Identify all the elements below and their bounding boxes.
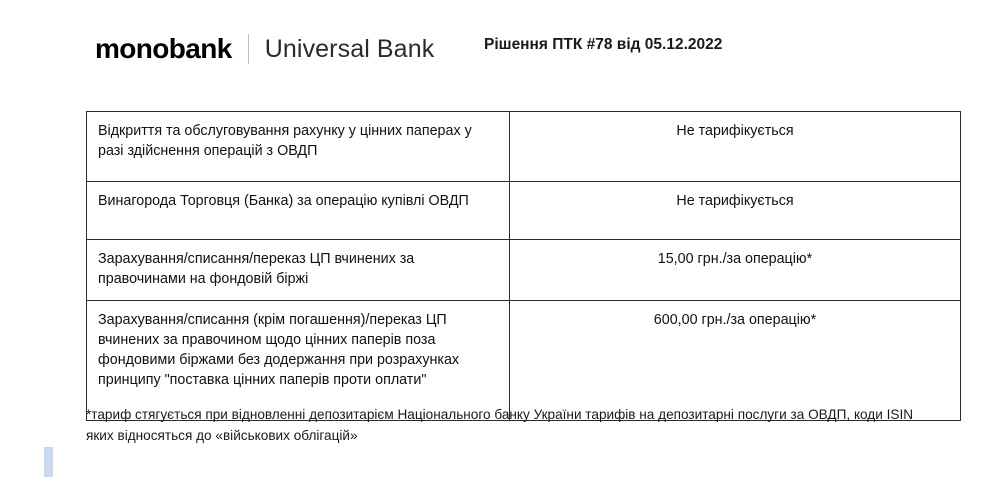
monobank-logo-text: monobank (95, 33, 232, 64)
tariff-fee: 15,00 грн./за операцію* (510, 240, 961, 301)
tariff-fee: Не тарифікується (510, 112, 961, 182)
table-row (87, 240, 961, 301)
page-edge-marker (44, 447, 53, 477)
tariff-description: Зарахування/списання (крім погашення)/переказ ЦП вчинених за правочином щодо цінних паперів поза фондовими біржами без додержання при розрахунках принципу "поставка цінних паперів проти оплати" (87, 300, 510, 420)
table-row (87, 300, 961, 420)
logo-divider (248, 34, 249, 64)
tariff-description: Відкриття та обслуговування рахунку у цінних паперах у разі здійснення операцій з ОВДП (87, 112, 510, 182)
tariff-fee: Не тарифікується (510, 182, 961, 240)
table-row (87, 182, 961, 240)
tariff-description: Зарахування/списання/переказ ЦП вчинених за правочинами на фондовій біржі (87, 240, 510, 301)
decision-reference: Рішення ПТК #78 від 05.12.2022 (484, 36, 723, 53)
table-row (87, 112, 961, 182)
universal-bank-logo-text: Universal Bank (264, 34, 435, 63)
brand-header (95, 28, 434, 70)
tariff-table (86, 111, 961, 421)
footnote-text: *тариф стягується при відновленні депозитарієм Національного банку України тарифів на депозитарні послуги за ОВДП, коди ISIN яких відносяться до «військових облігацій» (86, 407, 914, 444)
tariff-description: Винагорода Торговця (Банка) за операцію купівлі ОВДП (87, 182, 510, 240)
tariff-fee: 600,00 грн./за операцію* (510, 300, 961, 420)
